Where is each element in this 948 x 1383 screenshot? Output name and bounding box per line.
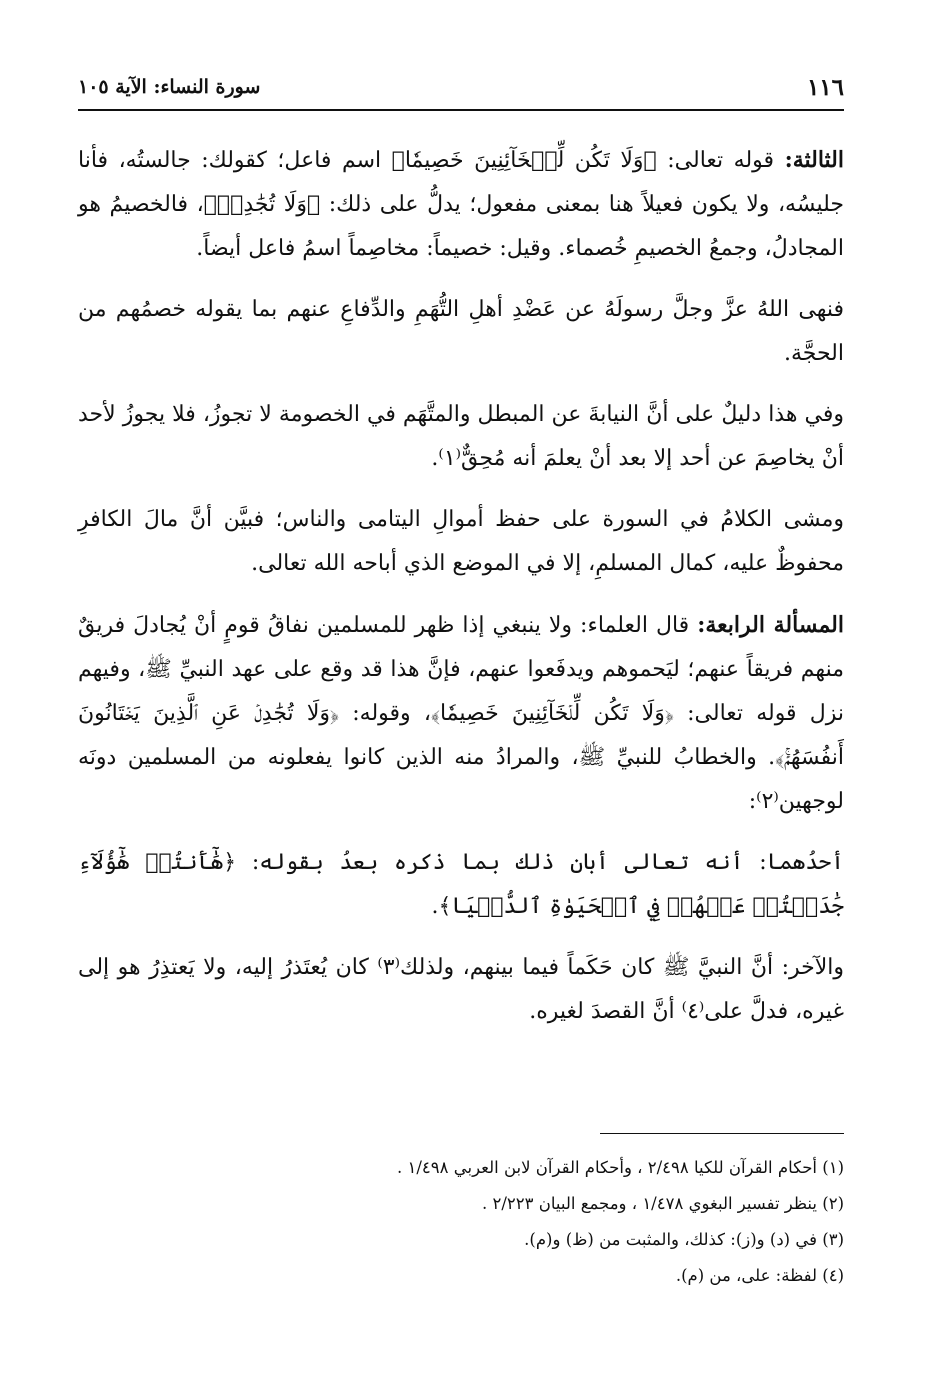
- paragraph-text: والآخر: أنَّ النبيَّ ﷺ كان حَكَماً فيما بينهم، ولذلك⁽٣⁾ كان يُعتَذرُ إليه، ولا يَعتذِرُ هو إلى غيره، فدلَّ على⁽٤⁾ أنَّ القصدَ لغيره.: [78, 955, 845, 1024]
- footnote: (١) أحكام القرآن للكيا ٢/٤٩٨ ، وأحكام القرآن لابن العربي ١/٤٩٨ .: [396, 1158, 844, 1177]
- footnote-separator: [600, 1133, 844, 1134]
- paragraph-text: قال العلماء: ولا ينبغي إذا ظهر للمسلمين نفاقُ قومٍ أنْ يُجادلَ فريقٌ منهم فريقاً عنهم؛ ليَحموهم ويدفَعوا عنهم، فإنَّ هذا قد وقع على عهد النبيِّ ﷺ، وفيهم نزل قوله تعالى: ﴿وَلَا تَكُن لِّلۡخَآئِنِينَ خَصِيمٗا﴾، وقوله: ﴿وَلَا تُجَٰدِلۡ عَنِ ٱلَّذِينَ يَخۡتَانُونَ أَنفُسَهُمۡۚ﴾. والخطابُ للنبيِّ ﷺ، والمرادُ منه الذين كانوا يفعلونه من المسلمين دونَه لوجهين⁽٢⁾:: [78, 613, 844, 814]
- paragraph-text: ومشى الكلامُ في السورة على حفظ أموالِ اليتامى والناس؛ فبيَّن أنَّ مالَ الكافرِ محفوظٌ عليه، كمال المسلمِ، إلا في الموضع الذي أباحه الله تعالى.: [78, 507, 844, 576]
- paragraph-text: قوله تعالى: ﴿وَلَا تَكُن لِّلۡخَآئِنِينَ خَصِيمٗا﴾ اسم فاعل؛ كقولك: جالستُه، فأنا جليسُه، ولا يكون فعيلاً هنا بمعنى مفعول؛ يدلُّ على ذلك: ﴿وَلَا تُجَٰدِلۡ﴾، فالخصيمُ هو المجادلُ، وجمعُ الخصيمِ خُصماء. وقيل: خصيماً: مخاصِماً اسمُ فاعل أيضاً.: [78, 148, 844, 261]
- paragraph-text: وفي هذا دليلٌ على أنَّ النيابةَ عن المبطل والمتَّهَم في الخصومة لا تجوزُ، فلا يجوزُ لأحد أنْ يخاصِمَ عن أحد إلا بعد أنْ يعلمَ أنه مُحِقٌّ⁽١⁾.: [78, 402, 844, 471]
- paragraph-text: أحدُهما: أنه تعالى أبان ذلك بما ذكره بعدُ بقوله: ﴿هَٰٓأَنتُمۡ هَٰٓؤُلَآءِ جَٰدَلۡتُمۡ عَنۡهُمۡ فِي ٱلۡحَيَوٰةِ ٱلدُّنۡيَا﴾.: [78, 850, 844, 919]
- surah-title: سورة النساء: الآية ١٠٥: [78, 76, 261, 98]
- paragraph-text: فنهى اللهُ عزَّ وجلَّ رسولَهُ عن عَضْدِ أهلِ التُّهَمِ والدِّفاعِ عنهم بما يقوله خصمُهم من الحجَّة.: [78, 297, 844, 366]
- paragraph: [78, 841, 844, 929]
- paragraph: [78, 498, 844, 586]
- footnote: (٢) ينظر تفسير البغوي ١/٤٧٨ ، ومجمع البيان ٢/٢٢٣ .: [482, 1194, 844, 1213]
- paragraph-fourth-issue: [78, 603, 844, 824]
- paragraph-label: المسألة الرابعة:: [697, 612, 844, 638]
- footnotes: [78, 1150, 844, 1294]
- paragraph: [78, 288, 844, 376]
- footnote: (٣) في (د) و(ز): كذلك، والمثبت من (ظ) و(م).: [524, 1230, 844, 1249]
- paragraph-label: الثالثة:: [784, 147, 844, 173]
- running-header: [78, 70, 844, 104]
- paragraph-third-issue: [78, 138, 844, 271]
- page-number: ١١٦: [806, 74, 844, 101]
- header-rule: [78, 109, 844, 111]
- main-text: [78, 138, 844, 1051]
- paragraph: [78, 946, 844, 1034]
- paragraph: [78, 393, 844, 481]
- footnote: (٤) لفظة: على، من (م).: [675, 1266, 844, 1285]
